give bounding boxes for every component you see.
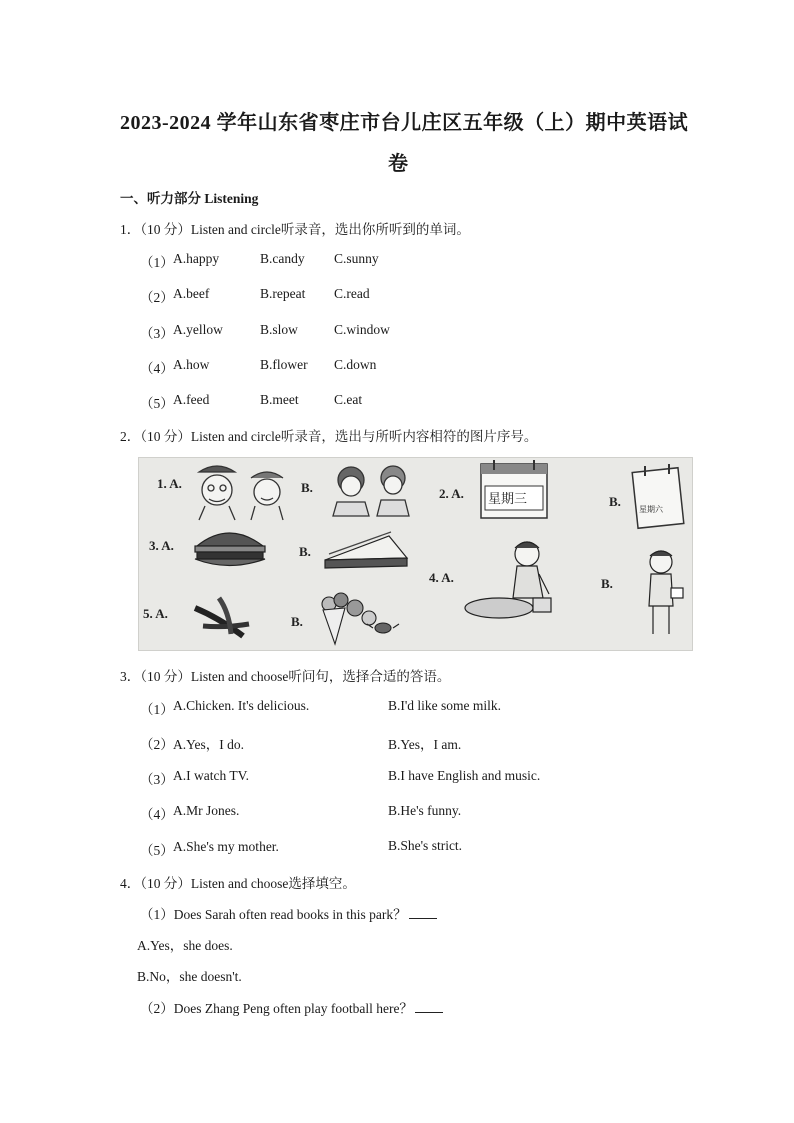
q4-sub-question-1 [140, 903, 437, 923]
q1-num: （5） [140, 396, 174, 411]
q1-option-a: A.feed [173, 392, 210, 407]
q3-option-a: A.Mr Jones. [173, 803, 240, 818]
q3-option-b: B.Yes，I am. [388, 737, 462, 752]
q1-option-c: C.sunny [334, 251, 379, 266]
calendar-b-text: 星期六 [639, 505, 663, 514]
ice-cream-sweets-image [322, 593, 399, 644]
boy-washing-clothes-image [465, 542, 551, 618]
q3-option-a: A.Yes，I do. [173, 737, 245, 752]
q3-option-b: B.I have English and music. [388, 768, 541, 783]
pic-label-5b: B. [291, 614, 303, 629]
q1-num: （4） [140, 361, 174, 376]
question-1-stem: 1．（10 分）Listen and circle听录音，选出你所听到的单词。 [120, 222, 470, 237]
question-2-picture [138, 457, 693, 651]
q3-option-b: B.He's funny. [388, 803, 462, 818]
answer-blank[interactable] [409, 906, 437, 919]
q1-num: （3） [140, 326, 174, 341]
q3-num: （3） [140, 772, 174, 787]
calendar-a-text: 星期三 [488, 492, 528, 507]
q1-num: （2） [140, 290, 174, 305]
q4-sub-question-2 [140, 997, 443, 1017]
question-3-stem: 3．（10 分）Listen and choose听问句，选择合适的答语。 [120, 669, 451, 684]
q1-option-a: A.beef [173, 286, 210, 301]
q1-option-c: C.eat [334, 392, 363, 407]
question-2-stem: 2．（10 分）Listen and circle听录音，选出与所听内容相符的图片序号。 [120, 429, 538, 444]
q1-option-a: A.happy [173, 251, 220, 266]
pic-label-3b: B. [299, 544, 311, 559]
people-with-hats-image [199, 466, 283, 520]
girls-image [333, 466, 409, 516]
hamburger-image [195, 533, 265, 566]
q3-option-b: B.I'd like some milk. [388, 698, 502, 713]
page-title-continued: 卷 [388, 153, 409, 175]
q1-option-a: A.how [173, 357, 210, 372]
pic-label-4a: 4. A. [429, 570, 454, 585]
q1-option-b: B.flower [260, 357, 308, 372]
q1-option-b: B.meet [260, 392, 299, 407]
peppers-image [195, 598, 249, 636]
q3-num: （1） [140, 702, 174, 717]
page-title: 2023-2024 学年山东省枣庄市台儿庄区五年级（上）期中英语试 [120, 112, 689, 134]
boy-reading-image [649, 551, 683, 634]
pic-label-1b: B. [301, 480, 313, 495]
pic-label-1a: 1. A. [157, 476, 182, 491]
q1-option-a: A.yellow [173, 322, 223, 337]
q1-option-c: C.down [334, 357, 377, 372]
q3-option-a: A.Chicken. It's delicious. [173, 698, 310, 713]
section-heading: 一、听力部分 Listening [120, 191, 259, 206]
q1-option-b: B.repeat [260, 286, 306, 301]
q3-num: （4） [140, 807, 174, 822]
sandwich-image [325, 532, 407, 568]
calendar-wednesday-image [481, 460, 547, 518]
q1-option-c: C.window [334, 322, 390, 337]
pic-label-5a: 5. A. [143, 606, 168, 621]
pic-label-2b: B. [609, 494, 621, 509]
q1-option-c: C.read [334, 286, 370, 301]
q1-option-b: B.candy [260, 251, 305, 266]
q3-option-a: A.I watch TV. [173, 768, 249, 783]
q3-option-a: A.She's my mother. [173, 839, 279, 854]
q1-option-b: B.slow [260, 322, 298, 337]
answer-blank[interactable] [415, 1000, 443, 1013]
q3-option-b: B.She's strict. [388, 838, 463, 853]
q4-s1-option-b: B.No，she doesn't. [137, 969, 242, 984]
pic-label-3a: 3. A. [149, 538, 174, 553]
q3-num: （5） [140, 843, 174, 858]
q4-sub-question-1-text: （1）Does Sarah often read books in this park？ [140, 907, 407, 922]
q4-sub-question-2-text: （2）Does Zhang Peng often play football here？ [140, 1001, 413, 1016]
pic-label-2a: 2. A. [439, 486, 464, 501]
q1-num: （1） [140, 255, 174, 270]
calendar-saturday-image [632, 464, 684, 528]
q3-num: （2） [140, 737, 174, 752]
q4-s1-option-a: A.Yes，she does. [137, 938, 233, 953]
question-4-stem: 4．（10 分）Listen and choose选择填空。 [120, 876, 356, 891]
pic-label-4b: B. [601, 576, 613, 591]
